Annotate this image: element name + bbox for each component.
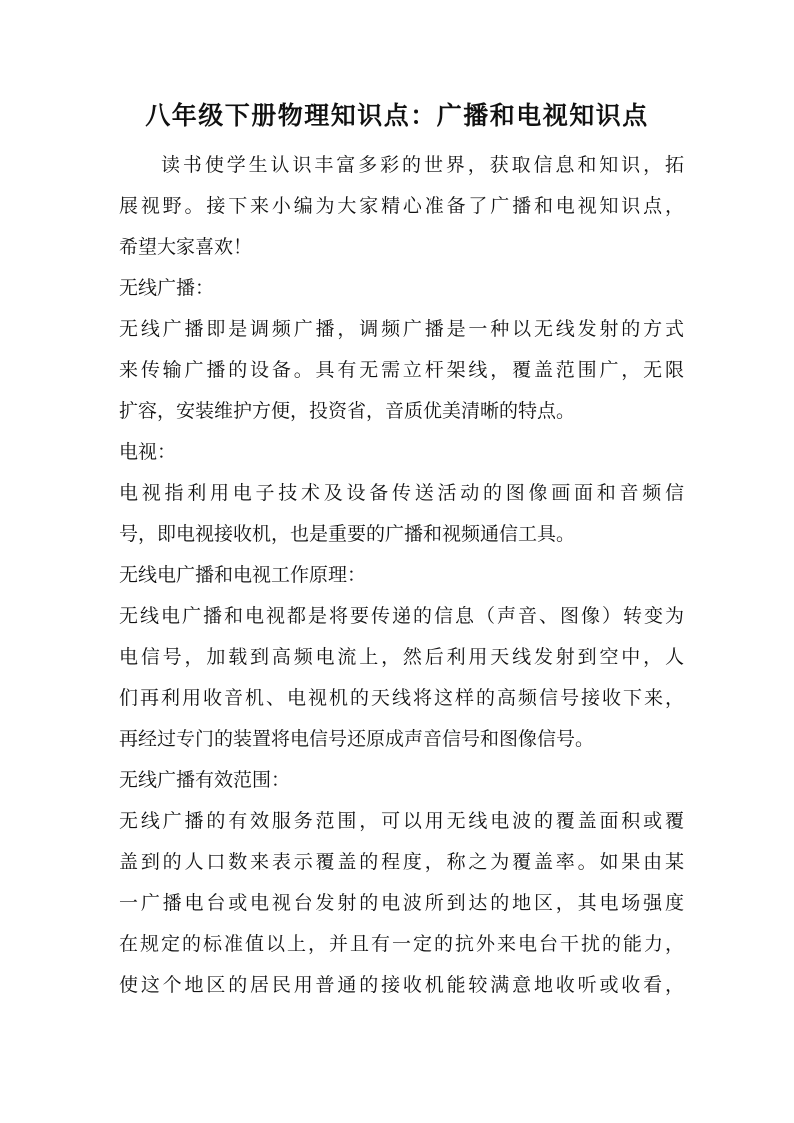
text-line: 无线广播即是调频广播，调频广播是一种以无线发射的方式 [119, 318, 684, 340]
section-heading: 无线广播： [119, 277, 215, 299]
text-line: 使这个地区的居民用普通的接收机能较满意地收听或收看， [119, 974, 684, 996]
text-line: 扩容，安装维护方便，投资省，音质优美清晰的特点。 [119, 400, 576, 422]
text-line: 盖到的人口数来表示覆盖的程度，称之为覆盖率。如果由某 [119, 851, 684, 873]
document-body [119, 145, 684, 1006]
text-line: 无线广播的有效服务范围，可以用无线电波的覆盖面积或覆 [119, 810, 684, 832]
section-heading: 电视： [119, 441, 177, 463]
text-line: 在规定的标准值以上，并且有一定的抗外来电台干扰的能力， [119, 933, 684, 955]
section-heading: 无线广播有效范围： [119, 769, 291, 791]
text-line: 来传输广播的设备。具有无需立杆架线，覆盖范围广，无限 [119, 359, 684, 381]
text-line: 读书使学生认识丰富多彩的世界，获取信息和知识，拓 [161, 154, 684, 176]
text-line: 们再利用收音机、电视机的天线将这样的高频信号接收下来， [119, 687, 684, 709]
text-line: 展视野。接下来小编为大家精心准备了广播和电视知识点， [119, 195, 684, 217]
text-line: 一广播电台或电视台发射的电波所到达的地区，其电场强度 [119, 892, 684, 914]
text-line: 无线电广播和电视都是将要传递的信息（声音、图像）转变为 [119, 605, 684, 627]
text-line: 电视指利用电子技术及设备传送活动的图像画面和音频信 [119, 482, 684, 504]
document-title: 八年级下册物理知识点：广播和电视知识点 [145, 101, 649, 130]
text-line: 再经过专门的装置将电信号还原成声音信号和图像信号。 [119, 728, 595, 750]
section-heading: 无线电广播和电视工作原理： [119, 564, 367, 586]
text-line: 希望大家喜欢！ [119, 236, 253, 258]
text-line: 电信号，加载到高频电流上，然后利用天线发射到空中，人 [119, 646, 684, 668]
text-line: 号，即电视接收机，也是重要的广播和视频通信工具。 [119, 523, 576, 545]
